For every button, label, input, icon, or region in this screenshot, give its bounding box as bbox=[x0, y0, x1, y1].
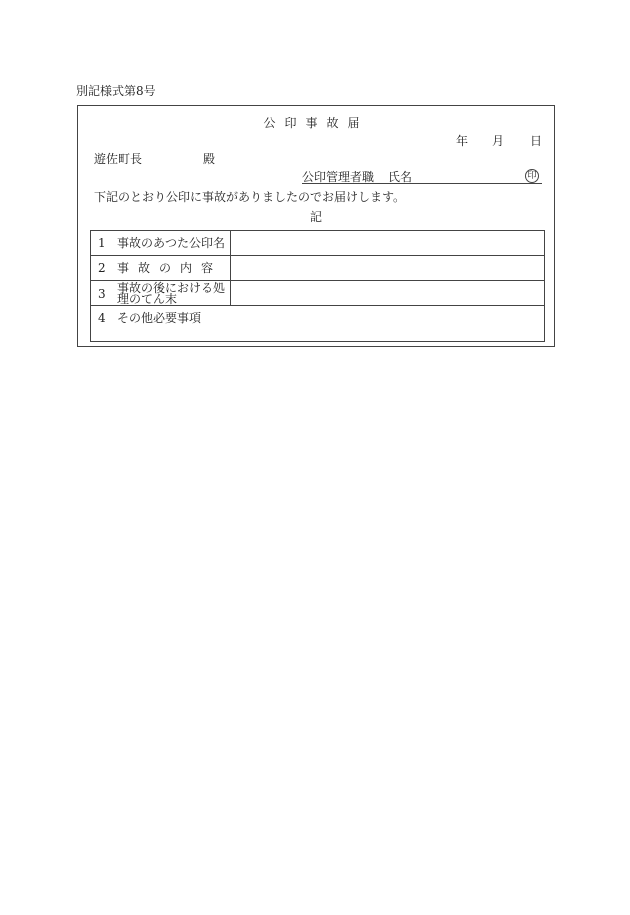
addressee-honorific: 殿 bbox=[203, 152, 216, 166]
applicant-name-label: 氏名 bbox=[388, 170, 413, 184]
applicant-title-label: 公印管理者職 bbox=[302, 170, 375, 184]
row-label-cell bbox=[91, 231, 231, 255]
row-label-line-1: 事故の後における処 bbox=[117, 281, 226, 295]
report-statement: 下記のとおり公印に事故がありましたのでお届けします。 bbox=[94, 190, 406, 204]
date-day-label: 日 bbox=[530, 134, 543, 148]
row-label-cell bbox=[91, 281, 231, 305]
row-number: 2 bbox=[98, 261, 106, 275]
date-month-label: 月 bbox=[492, 134, 505, 148]
accident-report-form bbox=[77, 105, 555, 347]
row-value-field[interactable] bbox=[231, 231, 544, 255]
row-label-line-2: 理のてん末 bbox=[117, 292, 178, 306]
form-number-label: 別記様式第8号 bbox=[76, 84, 156, 98]
row-number: 4 bbox=[98, 311, 106, 325]
addressee-name: 遊佐町長 bbox=[94, 152, 143, 166]
seal-mark-icon: 印 bbox=[525, 169, 539, 183]
row-value-field[interactable] bbox=[231, 281, 544, 305]
row-label-cell bbox=[91, 256, 231, 280]
row-label: 事故の内容 bbox=[117, 261, 223, 275]
row-value-field[interactable] bbox=[231, 256, 544, 280]
details-table bbox=[90, 230, 545, 342]
row-number: 1 bbox=[98, 236, 106, 250]
row-label: その他必要事項 bbox=[117, 311, 202, 325]
table-row bbox=[91, 306, 544, 341]
ki-heading: 記 bbox=[309, 210, 322, 224]
form-title: 公印事故届 bbox=[263, 116, 369, 130]
table-row bbox=[91, 256, 544, 281]
applicant-signature-line bbox=[302, 183, 542, 184]
table-row bbox=[91, 281, 544, 306]
table-row bbox=[91, 231, 544, 256]
row-label: 事故のあつた公印名 bbox=[117, 236, 226, 250]
row-number: 3 bbox=[98, 287, 106, 301]
date-year-label: 年 bbox=[456, 134, 469, 148]
